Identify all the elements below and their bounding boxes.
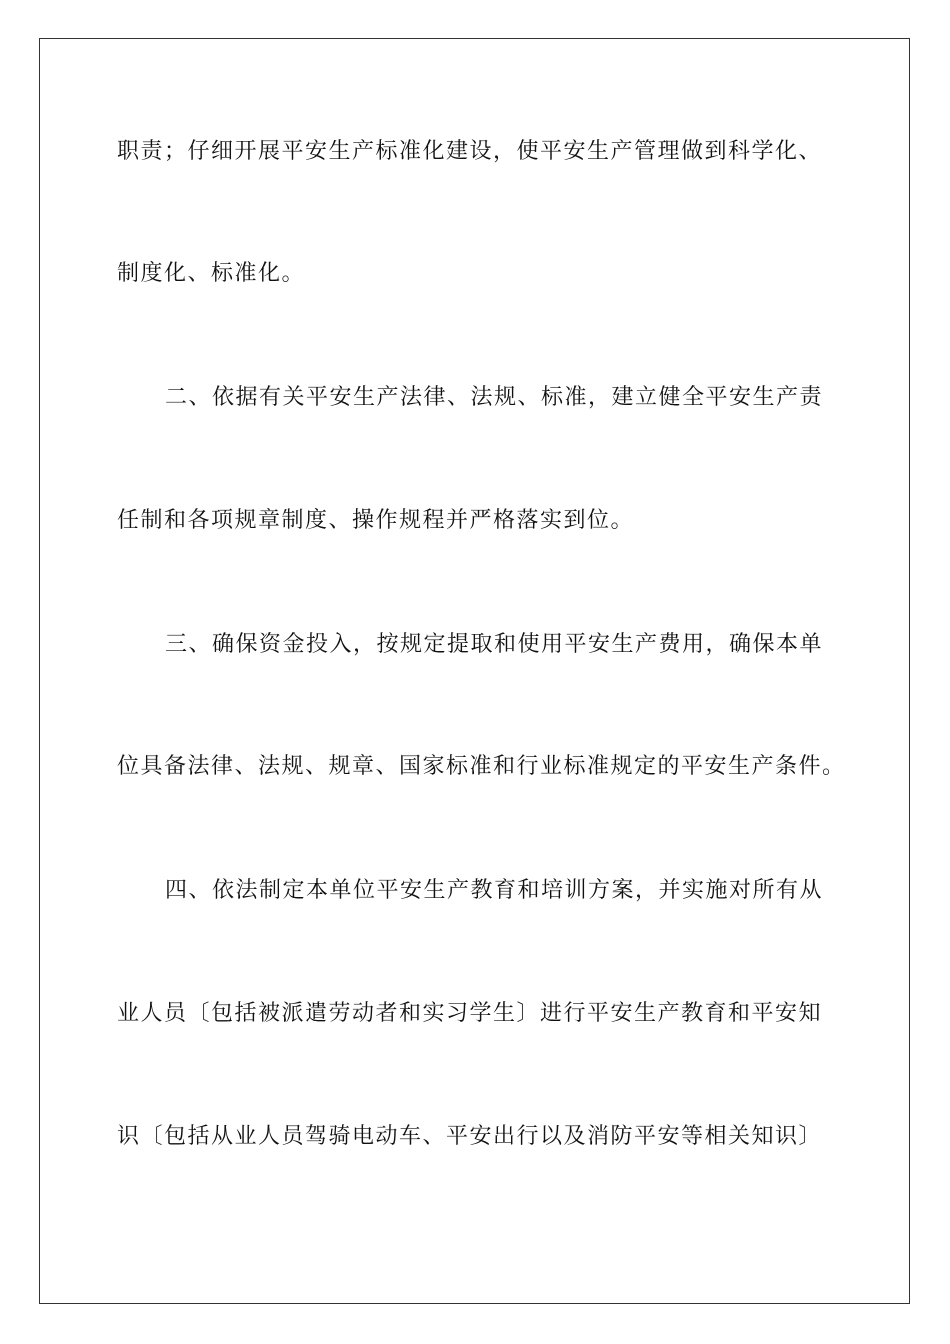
paragraph-2-line-1: 二、依据有关平安生产法律、法规、标准，建立健全平安生产责	[165, 385, 824, 410]
paragraph-3-line-1: 三、确保资金投入，按规定提取和使用平安生产费用，确保本单	[165, 632, 824, 657]
paragraph-1-line-1: 职责；仔细开展平安生产标准化建设，使平安生产管理做到科学化、	[117, 139, 823, 164]
paragraph-2-line-2: 任制和各项规章制度、操作规程并严格落实到位。	[117, 508, 635, 533]
paragraph-3-line-2: 位具备法律、法规、规章、国家标准和行业标准规定的平安生产条件。	[117, 754, 846, 779]
paragraph-4-line-1: 四、依法制定本单位平安生产教育和培训方案，并实施对所有从	[165, 878, 824, 903]
paragraph-4-line-2: 业人员〔包括被派遣劳动者和实习学生〕进行平安生产教育和平安知	[117, 1001, 823, 1026]
paragraph-4-line-3: 识〔包括从业人员驾骑电动车、平安出行以及消防平安等相关知识〕	[117, 1124, 823, 1149]
paragraph-1-line-2: 制度化、标准化。	[117, 261, 306, 286]
page-border	[39, 38, 910, 1304]
